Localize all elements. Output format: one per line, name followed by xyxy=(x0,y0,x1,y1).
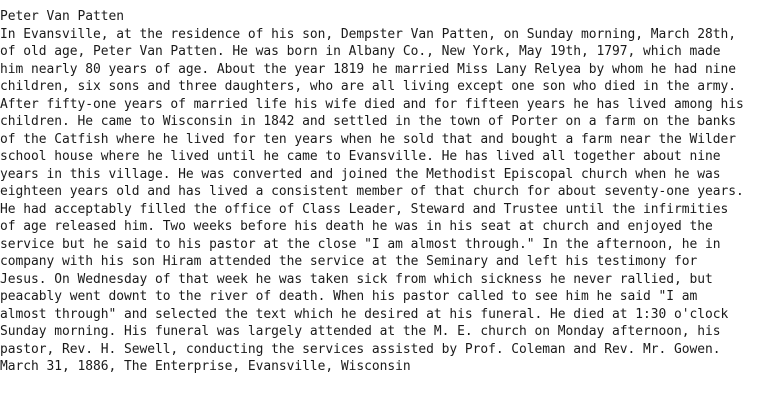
text-line: him nearly 80 years of age. About the year 1819 he married Miss Lany Relyea by whom he had nine xyxy=(0,61,736,77)
text-line: In Evansville, at the residence of his son, Dempster Van Patten, on Sunday morning, March 28th, xyxy=(0,26,736,42)
text-line: After fifty-one years of married life his wife died and for fifteen years he has lived among his xyxy=(0,96,744,112)
text-line: eighteen years old and has lived a consistent member of that church for about seventy-one years. xyxy=(0,184,744,199)
text-line: children, six sons and three daughters, who are all living except one son who died in the army. xyxy=(0,79,736,94)
text-line: pastor, Rev. H. Sewell, conducting the services assisted by Prof. Coleman and Rev. Mr. Gowen. xyxy=(0,341,721,357)
text-line: Jesus. On Wednesday of that week he was taken sick from which sickness he never rallied, but xyxy=(0,271,713,287)
text-line: children. He came to Wisconsin in 1842 and settled in the town of Porter on a farm on the banks xyxy=(0,114,736,129)
text-line: school house where he lived until he came to Evansville. He has lived all together about nine xyxy=(0,149,721,164)
text-line: of the Catfish where he lived for ten years when he sold that and bought a farm near the Wilder xyxy=(0,131,736,147)
text-line: years in this village. He was converted and joined the Methodist Episcopal church when he was xyxy=(0,166,721,182)
text-line: He had acceptably filled the office of Class Leader, Steward and Trustee until the infirmities xyxy=(0,201,729,217)
text-line: company with his son Hiram attended the service at the Seminary and left his testimony for xyxy=(0,254,698,269)
text-line: of old age, Peter Van Patten. He was born in Albany Co., New York, May 19th, 1797, which made xyxy=(0,44,721,59)
obituary-title: Peter Van Patten xyxy=(0,9,124,24)
source-citation: March 31, 1886, The Enterprise, Evansville, Wisconsin xyxy=(0,359,411,374)
text-line: almost through" and selected the text which he desired at his funeral. He died at 1:30 o'clock xyxy=(0,306,729,322)
text-line: Sunday morning. His funeral was largely attended at the M. E. church on Monday afternoon, his xyxy=(0,324,721,339)
text-line: service but he said to his pastor at the close "I am almost through." In the afternoon, he in xyxy=(0,236,721,252)
text-line: of age released him. Two weeks before his death he was in his seat at church and enjoyed the xyxy=(0,219,713,234)
text-line: peacably went downt to the river of death. When his pastor called to see him he said "I am xyxy=(0,289,698,304)
obituary-document xyxy=(0,8,784,376)
